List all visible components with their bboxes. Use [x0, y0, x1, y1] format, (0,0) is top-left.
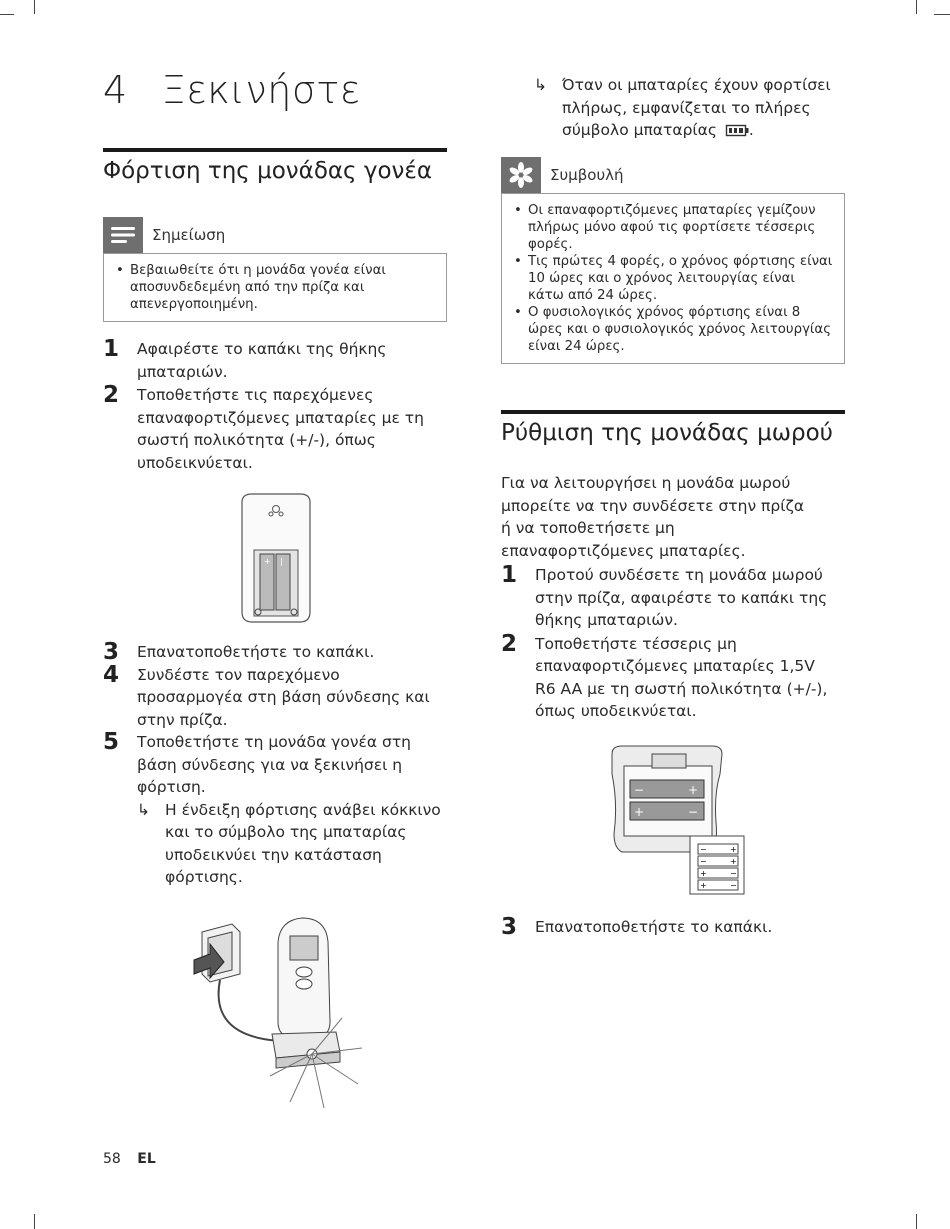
result-text: Η ένδειξη φόρτισης ανάβει κόκκινο και το σύμβολο της μπαταρίας υποδεικνύει την κατάσταση φόρτισης. [165, 800, 441, 886]
tip-item [514, 202, 834, 253]
step-number: 5 [103, 729, 120, 755]
step-number: 2 [501, 630, 518, 657]
note-label: Σημείωση [152, 226, 226, 244]
step-text: Τοποθετήστε τέσσερις μη επαναφορτιζόμενες μπαταρίες 1,5V R6 AA με τη σωστή πολικότητα (+/-), όπως υποδεικνύεται. [535, 634, 828, 720]
bullet: • [116, 263, 124, 278]
tip-item [514, 304, 834, 355]
tip-item-text: Ο φυσιολογικός χρόνος φόρτισης είναι 8 ώρες και ο φυσιολογικός χρόνος λειτουργίας είναι 24 ώρες. [528, 305, 832, 354]
step-text: Συνδέστε τον παρεχόμενο προσαρμογέα στη βάση σύνδεσης και στην πρίζα. [137, 665, 430, 729]
step-number: 1 [501, 562, 518, 588]
result-top [534, 74, 834, 144]
parent-unit-battery-illustration [238, 492, 314, 624]
chapter-number: 4 [103, 68, 128, 112]
result-text-wrap [562, 74, 834, 144]
section-title-baby-unit: Ρύθμιση της μονάδας μωρού [501, 420, 833, 446]
note-item-text: Βεβαιωθείτε ότι η μονάδα γονέα είναι αποσυνδεδεμένη από την πρίζα και απενεργοποιημένη. [130, 263, 386, 312]
page-number: 58 [103, 1151, 121, 1167]
tip-item-text: Οι επαναφορτιζόμενες μπαταρίες γεμίζουν πλήρως μόνο αφού τις φορτίσετε τέσσερις φορές. [528, 203, 816, 252]
step-number: 1 [103, 336, 120, 362]
step-number: 2 [103, 382, 120, 408]
crop-mark [916, 0, 917, 14]
svg-text:−: − [730, 881, 737, 890]
step-number: 3 [103, 639, 120, 665]
intro-paragraph: Για να λειτουργήσει η μονάδα μωρού μπορείτε να την συνδέσετε στην πρίζα ή να τοποθετήσετε μη επαναφορτιζόμενες μπαταρίες. [501, 474, 805, 560]
tip-body [501, 193, 845, 364]
section-rule [501, 410, 845, 414]
note-lines-icon [103, 217, 143, 253]
steps-left-b [103, 641, 443, 889]
tip-item-text: Τις πρώτες 4 φορές, ο χρόνος φόρτισης είναι 10 ώρες και ο χρόνος λειτουργίας είναι κάτω από 24 ώρες. [528, 254, 833, 303]
language-code: EL [137, 1151, 156, 1167]
tip-label: Συμβουλή [550, 166, 624, 184]
step-item [501, 916, 831, 939]
svg-text:+: + [730, 857, 737, 866]
section-rule [103, 148, 447, 152]
battery-full-icon [725, 121, 749, 144]
crop-mark [34, 1214, 35, 1229]
step-item [103, 641, 443, 664]
step-text: Προτού συνδέσετε τη μονάδα μωρού στην πρίζα, αφαιρέστε το καπάκι της θήκης μπαταριών. [535, 566, 828, 629]
step-text: Τοποθετήστε τις παρεχόμενες επαναφορτιζόμενες μπαταρίες με τη σωστή πολικότητα (+/-), όπως υποδεικνύεται. [137, 386, 424, 472]
steps-right-a [501, 564, 831, 723]
chapter-title [103, 68, 361, 112]
note-header [103, 217, 447, 253]
note-body [103, 253, 447, 322]
step-item [501, 564, 831, 632]
svg-text:−: − [634, 783, 645, 797]
bullet: • [514, 305, 522, 320]
result-arrow-icon: ↳ [534, 76, 547, 94]
bullet: • [514, 203, 522, 218]
result-text-end: . [748, 121, 754, 139]
step-item [103, 731, 443, 799]
crop-mark [34, 0, 35, 14]
step-number: 3 [501, 914, 518, 940]
steps-left-a [103, 338, 433, 474]
steps-right-b [501, 916, 831, 939]
step-item [103, 384, 433, 474]
svg-text:+: + [634, 805, 645, 819]
step-text: Τοποθετήστε τη μονάδα γονέα στη βάση σύνδεσης για να ξεκινήσει η φόρτιση. [137, 733, 411, 796]
note-item [116, 262, 436, 313]
svg-text:+: + [264, 557, 271, 566]
tip-header [501, 157, 845, 193]
step-text: Επανατοποθετήστε το καπάκι. [535, 918, 773, 936]
result-item [137, 799, 443, 889]
step-text: Αφαιρέστε το καπάκι της θήκης μπαταριών. [137, 340, 387, 381]
chapter-title-text: Ξεκινήστε [161, 68, 361, 112]
step-text: Επανατοποθετήστε το καπάκι. [137, 643, 375, 661]
step-item [103, 661, 443, 732]
result-arrow-icon: ↳ [137, 800, 150, 819]
svg-text:−: − [730, 869, 737, 878]
result-text: Όταν οι μπαταρίες έχουν φορτίσει πλήρως, εμφανίζεται το πλήρες σύμβολο μπαταρίας [562, 76, 831, 139]
tip-item [514, 253, 834, 304]
svg-text:+: + [700, 881, 707, 890]
asterisk-icon [501, 157, 541, 193]
step-number: 4 [103, 661, 120, 688]
svg-text:+: + [730, 845, 737, 854]
page-footer [103, 1151, 156, 1167]
section-title-parent-unit: Φόρτιση της μονάδας γονέα [103, 158, 432, 184]
svg-text:−: − [700, 857, 707, 866]
step-item [103, 338, 433, 383]
step-item [501, 630, 831, 723]
baby-unit-battery-illustration [608, 744, 748, 896]
svg-text:−: − [688, 805, 699, 819]
svg-text:+: + [700, 869, 707, 878]
svg-text:+: + [688, 783, 699, 797]
crop-mark [916, 1214, 917, 1229]
tip-box [501, 157, 845, 364]
note-box [103, 217, 447, 322]
svg-text:|: | [280, 557, 283, 566]
crop-mark [0, 14, 14, 15]
result-item [534, 74, 834, 144]
svg-text:−: − [700, 845, 707, 854]
crop-mark [934, 14, 950, 15]
bullet: • [514, 254, 522, 269]
charging-illustration [180, 912, 370, 1112]
